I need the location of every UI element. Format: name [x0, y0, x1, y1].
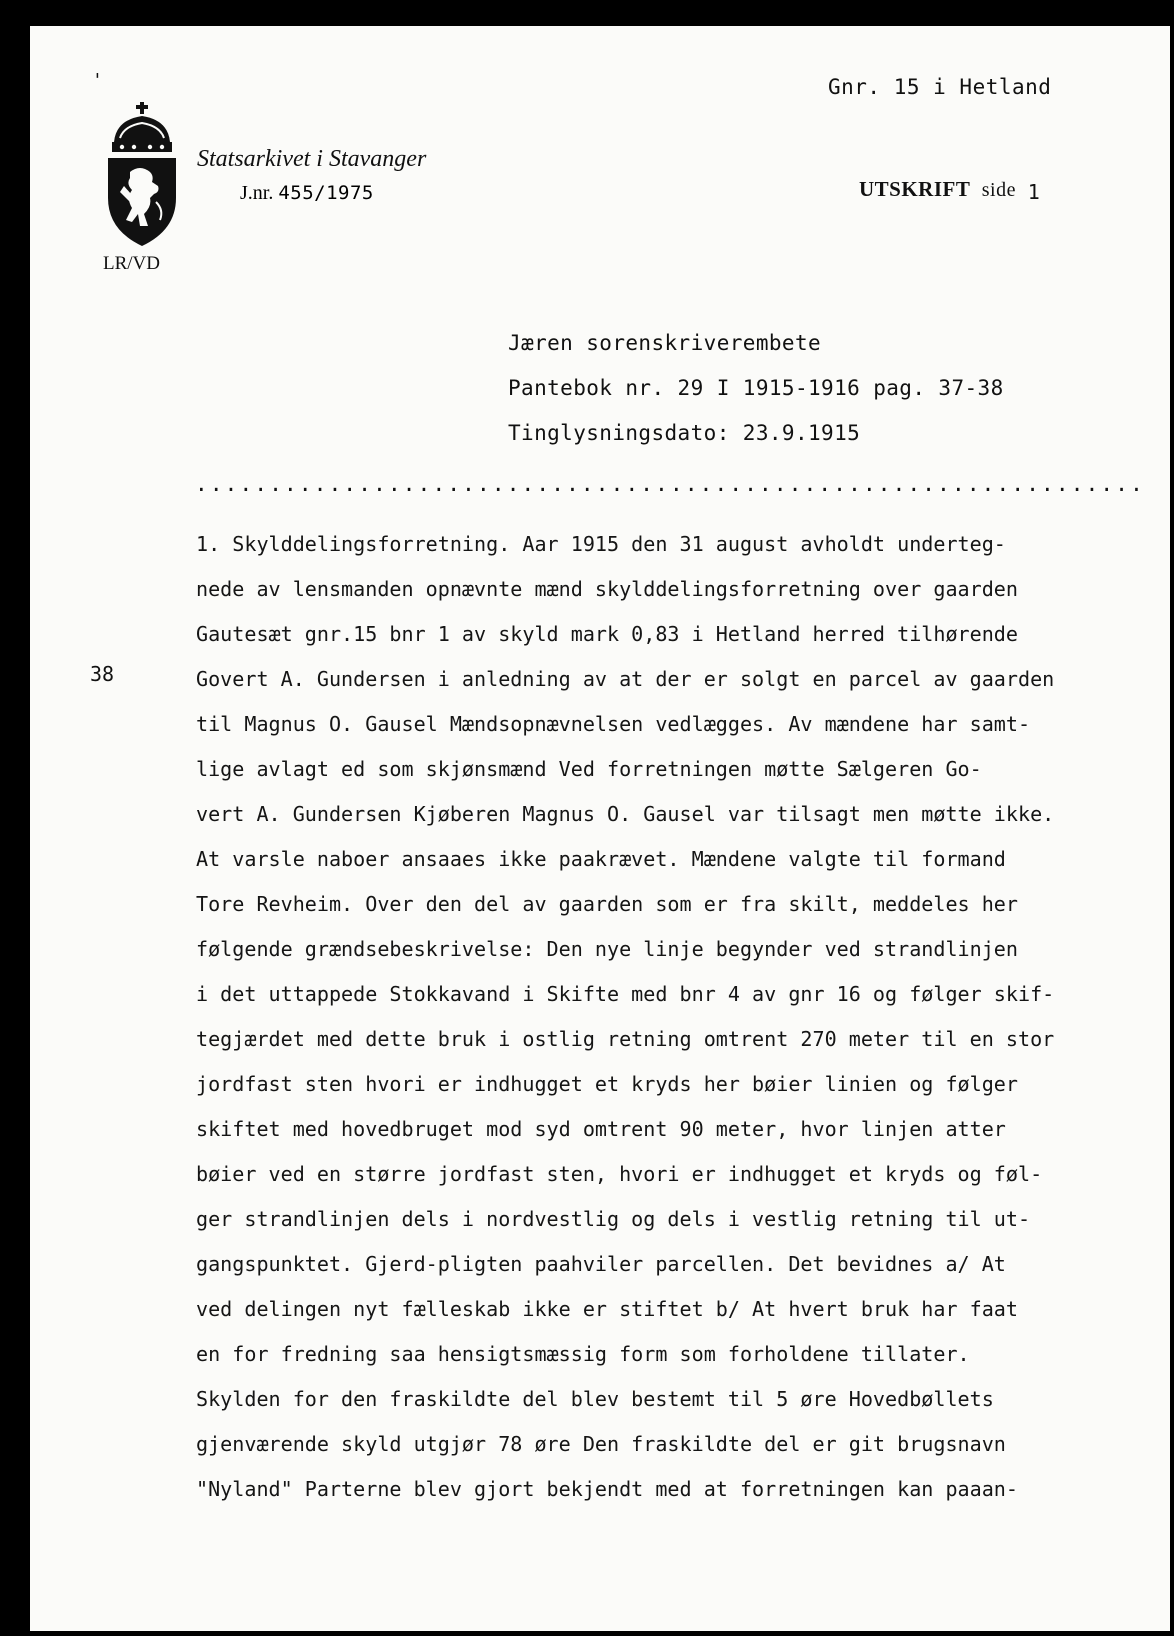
body-line: lige avlagt ed som skjønsmænd Ved forretningen møtte Sælgeren Go-	[196, 757, 982, 781]
body-line: vert A. Gundersen Kjøberen Magnus O. Gausel var tilsagt men møtte ikke.	[196, 802, 1055, 826]
transcript-label: UTSKRIFT	[859, 177, 970, 201]
property-reference: Gnr. 15 i Hetland	[828, 75, 1052, 99]
body-line: 1. Skylddelingsforretning. Aar 1915 den 31 august avholdt underteg-	[196, 532, 1006, 556]
body-line: ger strandlinjen dels i nordvestlig og dels i vestlig retning til ut-	[196, 1207, 1031, 1231]
side-label: side	[981, 179, 1016, 201]
coat-of-arms-icon	[104, 102, 180, 248]
court-office: Jæren sorenskriverembete	[508, 331, 822, 355]
body-line: ved delingen nyt fælleskab ikke er stiftet b/ At hvert bruk har faat	[196, 1297, 1018, 1321]
body-line: følgende grændsebeskrivelse: Den nye linje begynder ved strandlinjen	[196, 937, 1018, 961]
body-line: Gautesæt gnr.15 bnr 1 av skyld mark 0,83 i Hetland herred tilhørende	[196, 622, 1018, 646]
dotted-separator: ................................................................	[195, 472, 1145, 496]
body-line: gangspunktet. Gjerd-pligten paahviler parcellen. Det bevidnes a/ At	[196, 1252, 1006, 1276]
body-line: til Magnus O. Gausel Mændsopnævnelsen vedlægges. Av mændene har samt-	[196, 712, 1031, 736]
document-page	[30, 26, 1170, 1631]
body-line: i det uttappede Stokkavand i Skifte med bnr 4 av gnr 16 og følger skif-	[196, 982, 1055, 1006]
clerk-initials: LR/VD	[103, 253, 160, 274]
body-line: nede av lensmanden opnævnte mænd skylddelingsforretning over gaarden	[196, 577, 1018, 601]
registration-date: Tinglysningsdato: 23.9.1915	[508, 421, 861, 445]
body-line: Govert A. Gundersen i anledning av at der er solgt en parcel av gaarden	[196, 667, 1055, 691]
corner-mark: '	[92, 70, 103, 91]
body-line: tegjærdet med dette bruk i ostlig retning omtrent 270 meter til en stor	[196, 1027, 1055, 1051]
mortgage-book-reference: Pantebok nr. 29 I 1915-1916 pag. 37-38	[508, 376, 1004, 400]
transcript-heading	[859, 177, 1040, 202]
margin-page-reference: 38	[90, 662, 115, 686]
journal-number-label: J.nr.	[240, 182, 274, 204]
body-line: skiftet med hovedbruget mod syd omtrent 90 meter, hvor linjen atter	[196, 1117, 1006, 1141]
body-line: Skylden for den fraskildte del blev bestemt til 5 øre Hovedbøllets	[196, 1387, 994, 1411]
institution-name: Statsarkivet i Stavanger	[197, 146, 427, 172]
body-line: gjenværende skyld utgjør 78 øre Den fraskildte del er git brugsnavn	[196, 1432, 1006, 1456]
transcript-body	[196, 522, 1166, 1512]
body-line: jordfast sten hvori er indhugget et kryds her bøier linien og følger	[196, 1072, 1018, 1096]
page-number: 1	[1027, 180, 1041, 204]
body-line: At varsle naboer ansaaes ikke paakrævet. Mændene valgte til formand	[196, 847, 1006, 871]
body-line: Tore Revheim. Over den del av gaarden som er fra skilt, meddeles her	[196, 892, 1018, 916]
body-line: bøier ved en større jordfast sten, hvori er indhugget et kryds og føl-	[196, 1162, 1043, 1186]
journal-number	[240, 182, 374, 205]
journal-number-value: 455/1975	[278, 182, 374, 204]
body-line: en for fredning saa hensigtsmæssig form som forholdene tillater.	[196, 1342, 970, 1366]
body-line: "Nyland" Parterne blev gjort bekjendt med at forretningen kan paaan-	[196, 1477, 1018, 1501]
